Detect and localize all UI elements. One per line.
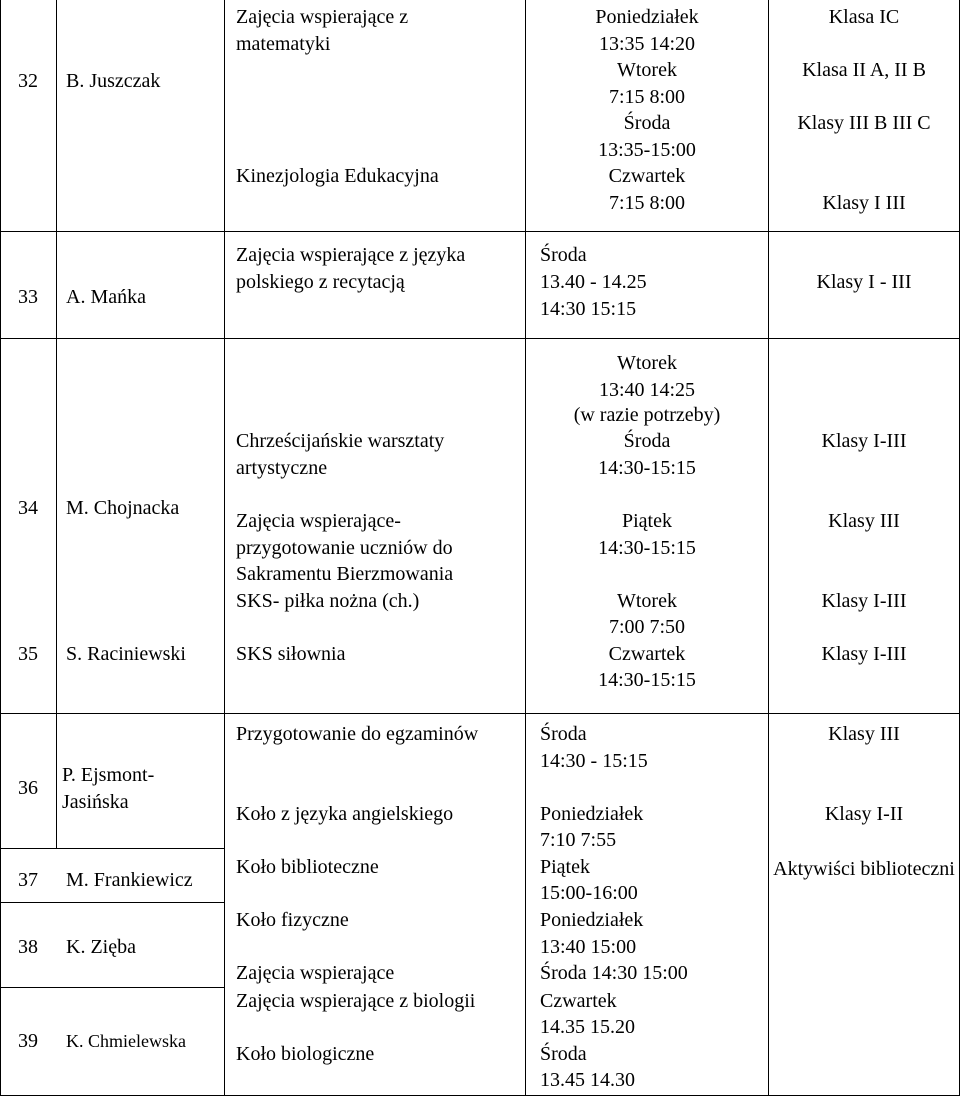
class-group: Klasy I-III [821, 430, 907, 452]
row-number: 39 [18, 1030, 38, 1052]
row-number: 36 [18, 777, 38, 799]
activity-name: SKS- piłka nożna (ch.) [236, 590, 420, 612]
teacher-name: A. Mańka [66, 286, 146, 308]
schedule-day: Wtorek [617, 352, 677, 374]
teacher-name: S. Raciniewski [66, 643, 186, 665]
schedule-time: 13:40 14:25 [598, 379, 696, 401]
schedule-day: Środa [540, 244, 587, 266]
activity-name: Koło fizyczne [236, 909, 349, 931]
schedule-time: 13:35-15:00 [598, 139, 696, 161]
schedule-time: 7:15 8:00 [608, 86, 686, 108]
row-number: 34 [18, 497, 38, 519]
class-group: Klasy I-II [824, 803, 904, 825]
activity-name: Koło z języka angielskiego [236, 803, 454, 825]
class-group: Klasa IC [828, 6, 900, 28]
teacher-name: M. Chojnacka [66, 497, 180, 519]
schedule-time: 14:30-15:15 [598, 457, 696, 479]
schedule-time: 13.40 - 14.25 [540, 271, 647, 293]
schedule-time: 7:15 8:00 [608, 192, 686, 214]
activity-name: Chrześcijańskie warsztaty artystyczne [236, 430, 445, 479]
teacher-name: M. Frankiewicz [66, 869, 193, 891]
schedule-day: Poniedziałek [540, 909, 644, 931]
row-number: 38 [18, 936, 38, 958]
activity-name: Zajęcia wspierające z języka polskiego z recytacją [236, 244, 466, 293]
class-group: Klasa II A, II B [802, 59, 926, 81]
activity-name: Koło biologiczne [236, 1043, 375, 1065]
schedule-time: 13:35 14:20 [598, 33, 696, 55]
activity-name: Przygotowanie do egzaminów [236, 723, 479, 745]
schedule-day: Czwartek [608, 643, 686, 665]
schedule-time: 13:40 15:00 [540, 936, 637, 958]
activity-name: SKS siłownia [236, 643, 346, 665]
schedule-day: Piątek [540, 856, 590, 878]
schedule-day: Środa [623, 112, 671, 134]
teacher-name: K. Chmielewska [66, 1031, 186, 1051]
schedule-time: 14:30-15:15 [598, 669, 696, 691]
class-group: Klasy III [828, 510, 900, 532]
class-group: Klasy I-III [821, 590, 907, 612]
row-number: 37 [18, 869, 38, 891]
schedule-time: 14:30-15:15 [598, 537, 696, 559]
schedule-day: Środa [540, 723, 587, 745]
class-group: Klasy I-III [821, 643, 907, 665]
activity-name: Zajęcia wspierające z matematyki [236, 6, 409, 55]
schedule-day: Piątek [622, 510, 672, 532]
schedule-time: 7:10 7:55 [540, 829, 617, 851]
schedule-time: 7:00 7:50 [608, 616, 686, 638]
schedule-day-time: Środa 14:30 15:00 [540, 962, 688, 984]
schedule-time: 14.35 15.20 [540, 1016, 635, 1038]
schedule-day: Poniedziałek [595, 6, 699, 28]
teacher-name: B. Juszczak [66, 70, 161, 92]
schedule-day: Środa [623, 430, 671, 452]
schedule-note: (w razie potrzeby) [573, 404, 721, 426]
schedule-day: Czwartek [540, 990, 617, 1012]
row-number: 32 [18, 70, 38, 92]
schedule-day: Wtorek [617, 590, 677, 612]
class-group: Klasy III [828, 723, 900, 745]
schedule-day: Czwartek [608, 165, 686, 187]
activity-name: Koło biblioteczne [236, 856, 379, 878]
teacher-name: K. Zięba [66, 936, 136, 958]
activity-name: Kinezjologia Edukacyjna [236, 165, 439, 187]
class-group: Aktywiści biblioteczni [773, 858, 955, 880]
teacher-name: P. Ejsmont-Jasińska [62, 764, 155, 813]
schedule-day: Wtorek [617, 59, 677, 81]
schedule-time: 14:30 15:15 [540, 298, 637, 320]
class-group: Klasy III B III C [797, 112, 931, 134]
schedule-day: Poniedziałek [540, 803, 644, 825]
schedule-day: Środa [540, 1043, 587, 1065]
row-number: 33 [18, 286, 38, 308]
schedule-time: 14:30 - 15:15 [540, 750, 648, 772]
activity-name: Zajęcia wspierające [236, 962, 395, 984]
schedule-time: 13.45 14.30 [540, 1069, 635, 1091]
class-group: Klasy I - III [816, 271, 912, 293]
row-number: 35 [18, 643, 38, 665]
activity-name: Zajęcia wspierające z biologii [236, 990, 476, 1012]
class-group: Klasy I III [822, 192, 906, 214]
activity-name: Zajęcia wspierające- przygotowanie uczniów do Sakramentu Bierzmowania [236, 510, 454, 585]
schedule-time: 15:00-16:00 [540, 882, 638, 904]
